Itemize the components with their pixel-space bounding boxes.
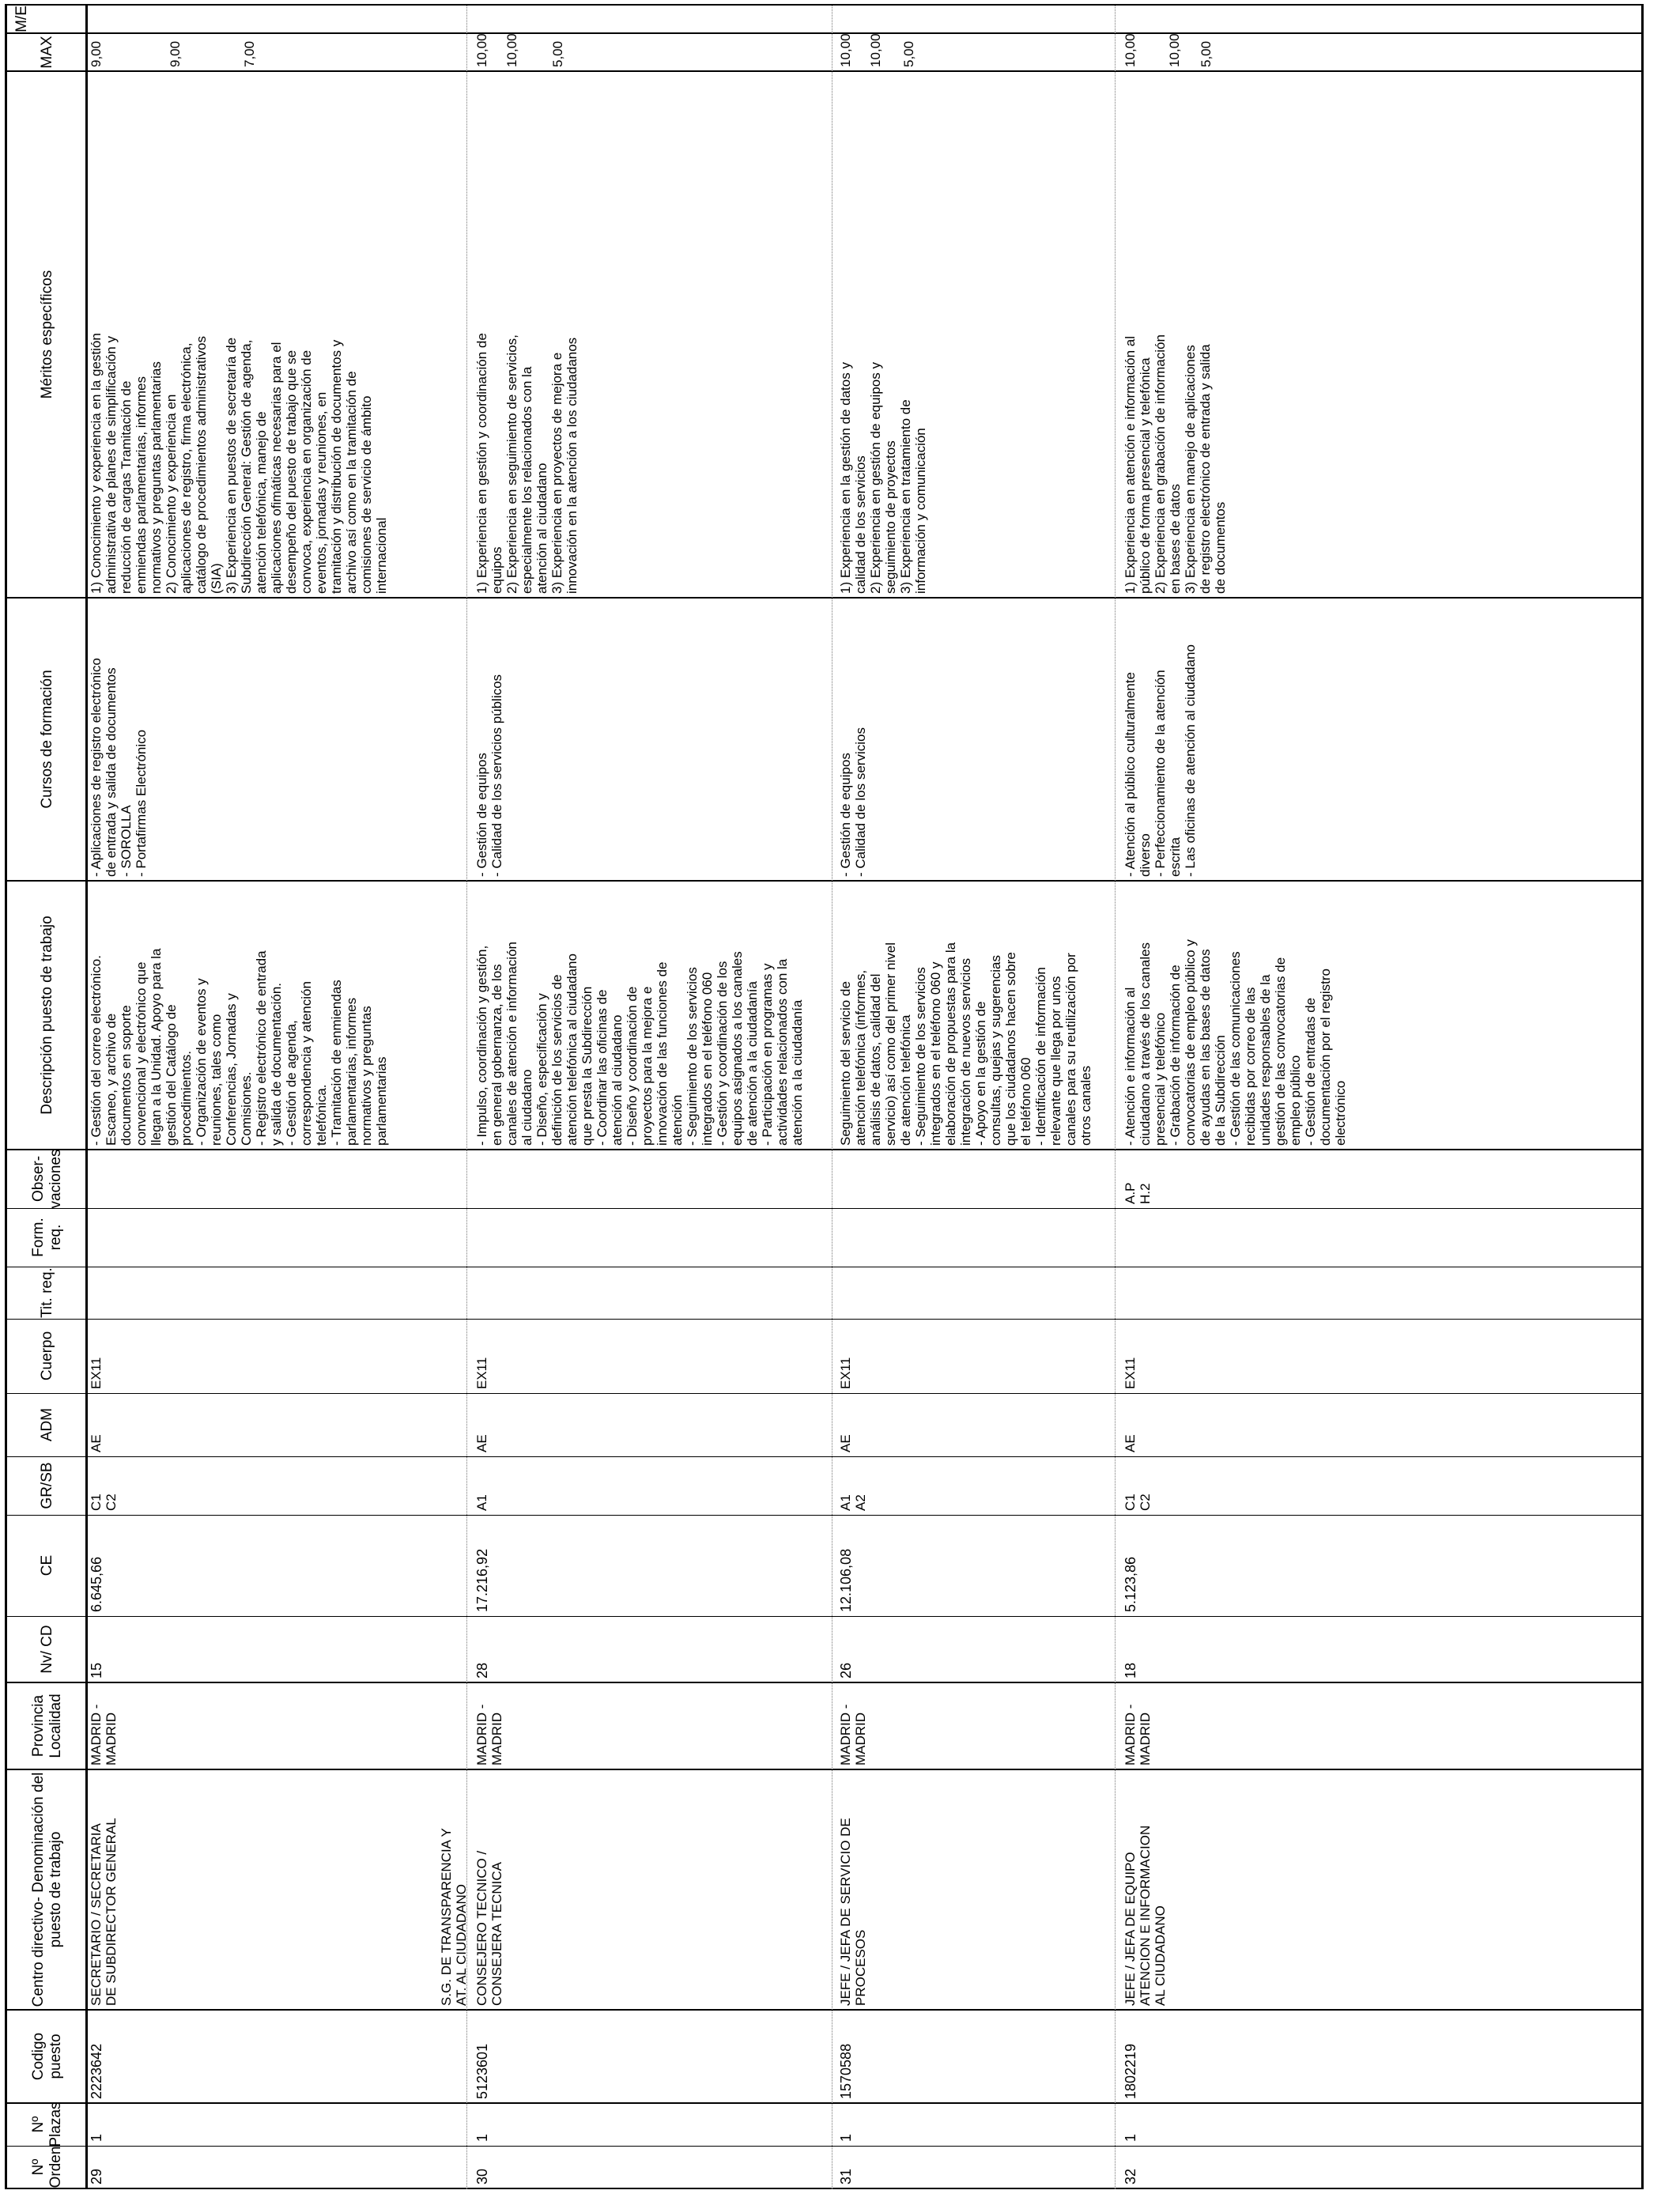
row-32-orden: 32: [1123, 2168, 1138, 2185]
row-32-provincia: MADRID - MADRID: [1123, 1704, 1153, 1765]
header-meritos: Méritos específicos: [39, 270, 55, 399]
row-30-cuerpo: EX11: [474, 1357, 489, 1389]
row-31-max-1: 10,00: [838, 33, 853, 67]
row-30-codigo: 5123601: [474, 2043, 490, 2099]
row-30-orden: 30: [474, 2168, 490, 2185]
row-29-orden: 29: [89, 2168, 104, 2185]
row-separator: [1115, 6, 1116, 2189]
row-31-ce: 12.106,08: [838, 1548, 854, 1612]
row-29-nivel: 15: [89, 1662, 104, 1679]
row-30-max-2: 10,00: [504, 33, 519, 67]
row-30-descripcion: - Impulso, coordinación y gestión, en general gobernanza, de los canales de atención e información al ciudadano - Diseño, especificación y definición de los servicios de atención telefónica al ciudadano que presta la Subdirección - Coordinar las oficinas de atención al ciudadano - Diseño y coordinación de proyectos para la mejora e innovación de las funciones de atención - Seguimiento de los servicios integrados en el teléfono 060 - Gestión y coordinación de los equipos asignados a los canales de atención a la ciudadanía - Participación en programas y actividades relacionados con la atención a la ciudadanía: [474, 942, 805, 1146]
row-32-max-2: 10,00: [1167, 33, 1182, 67]
row-29-max-2: 9,00: [168, 40, 183, 67]
row-separator: [466, 6, 467, 2189]
row-29-meritos: 1) Conocimiento y experiencia en la gestión administrativa de planes de simplificación y reducción de cargas Tramitación de enmiendas parlamentarias, informes normativos y preguntas parlamentarias 2) Conocimiento y experiencia en aplicaciones de registro, firma electrónica, catálogo de procedimientos administrativos (SIA) 3) Experiencia en puestos de secretaría de Subdirección General: Gestión de agenda, atención telefónica, manejo de aplicaciones ofimáticas necesarias para el desempeño del puesto de trabajo que se convoca, experiencia en organización de eventos, jornadas y reuniones, en tramitación y distribución de documentos y archivo así como en la tramitación de comisiones de servicio de ámbito internacional: [89, 333, 389, 594]
row-31-cursos: - Gestión de equipos - Calidad de los servicios: [838, 727, 868, 877]
row-32-cursos: - Atención al público culturalmente diverso - Perfeccionamiento de la atención escrita - Las oficinas de atención al ciudadano: [1123, 644, 1198, 877]
col-divider: [5, 1319, 1644, 1320]
row-30-nivel: 28: [474, 1662, 490, 1679]
header-orden: Nº Orden: [30, 2146, 64, 2188]
row-29-plazas: 1: [89, 2133, 104, 2142]
bottom-border: [1641, 6, 1644, 2189]
row-31-codigo: 1570588: [838, 2043, 854, 2099]
col-divider: [5, 1515, 1644, 1516]
row-29-grupo: C1 C2: [89, 1494, 119, 1511]
row-31-grupo: A1 A2: [838, 1494, 868, 1511]
row-30-plazas: 1: [474, 2133, 490, 2142]
row-32-nivel: 18: [1123, 1662, 1138, 1679]
row-29-max-1: 9,00: [89, 40, 104, 67]
header-ce: CE: [39, 1554, 55, 1577]
row-32-centro: JEFE / JEFA DE EQUIPO ATENCION E INFORMACION AL CIUDADANO: [1123, 1825, 1168, 2006]
row-30-cursos: - Gestión de equipos - Calidad de los servicios públicos: [474, 674, 504, 877]
row-30-adm: AE: [474, 1434, 489, 1452]
section-heading: S.G. DE TRANSPARENCIA Y AT. AL CIUDADANO: [439, 1828, 469, 2006]
col-divider: [5, 1682, 1644, 1683]
header-formacion: Form. req.: [30, 1218, 64, 1257]
row-31-adm: AE: [838, 1434, 853, 1452]
row-31-max-3: 5,00: [901, 40, 916, 67]
header-observaciones: Obser- vaciones: [30, 1149, 64, 1209]
header-provincia: Provincia Localidad: [30, 1694, 64, 1758]
header-cuerpo: Cuerpo: [39, 1331, 55, 1381]
header-bottom-rule: [85, 6, 88, 2189]
col-divider: [5, 70, 1644, 72]
row-30-grupo: A1: [474, 1494, 489, 1511]
header-descripcion: Descripción puesto de trabajo: [39, 916, 55, 1115]
header-me: M/E: [13, 6, 30, 32]
col-divider: [5, 1456, 1644, 1457]
row-31-max-2: 10,00: [868, 33, 883, 67]
row-32-ce: 5.123,86: [1123, 1556, 1138, 1612]
col-divider: [5, 1769, 1644, 1770]
col-divider: [5, 1208, 1644, 1209]
col-divider: [5, 2146, 1644, 2147]
row-31-centro: JEFE / JEFA DE SERVICIO DE PROCESOS: [838, 1818, 868, 2006]
row-32-observaciones: A.P H.2: [1123, 1182, 1153, 1204]
header-titulacion: Tit. req.: [39, 1267, 55, 1318]
header-plazas: Nº Plazas: [30, 2101, 64, 2147]
row-29-max-3: 7,00: [242, 40, 257, 67]
row-29-cuerpo: EX11: [89, 1357, 104, 1389]
row-29-adm: AE: [89, 1434, 104, 1452]
row-31-descripcion: Seguimiento del servicio de atención telefónica (informes, análisis de datos, calidad del servicio) así como del primer nivel de atención telefónica - Seguimiento de los servicios integrados en el teléfono 060 y elaboración de propuestas para la integración de nuevos servicios - Apoyo en la gestión de consultas, quejas y sugerencias que los ciudadanos hacen sobre el teléfono 060 - Identificación de información relevante que llega por unos canales para su reutilización por otros canales: [838, 942, 1093, 1146]
top-border: [5, 6, 7, 2189]
row-32-meritos: 1) Experiencia en atención e información al público de forma presencial y telefónica 2) Experiencia en grabación de información en bases de datos 3) Experiencia en manejo de aplicaciones de registro electrónico de entrada y salida de documentos: [1123, 334, 1228, 594]
col-divider: [5, 2102, 1644, 2104]
row-30-meritos: 1) Experiencia en gestión y coordinación de equipos 2) Experiencia en seguimiento de servicios, especialmente los relacionados con la atención al ciudadano 3) Experiencia en proyectos de mejora e innovación en la atención a los ciudadanos: [474, 333, 580, 594]
row-30-max-3: 5,00: [550, 40, 565, 67]
col-divider: [5, 2009, 1644, 2011]
row-29-ce: 6.645,66: [89, 1556, 104, 1612]
col-divider: [5, 597, 1644, 599]
col-divider: [5, 1616, 1644, 1617]
row-32-adm: AE: [1123, 1434, 1138, 1452]
header-nivel: Nv/ CD: [39, 1625, 55, 1674]
header-max: MAX: [39, 36, 55, 69]
row-31-orden: 31: [838, 2168, 854, 2185]
col-divider: [5, 1393, 1644, 1394]
header-grupo: GR/SB: [39, 1462, 55, 1509]
row-32-descripcion: - Atención e información al ciudadano a través de los canales presencial y telefónico - Grabación de información de convocatorias de empleo público y de ayudas en las bases de datos de la Subdirección - Gestión de las comunicaciones recibidas por correo de las unidades responsables de la gestión de las convocatorias de empleo público - Gestión de entradas de documentación por el registro electrónico: [1123, 939, 1348, 1146]
row-30-max-1: 10,00: [474, 33, 489, 67]
col-divider: [5, 32, 1644, 34]
row-32-grupo: C1 C2: [1123, 1494, 1153, 1511]
row-30-ce: 17.216,92: [474, 1548, 490, 1612]
row-29-provincia: MADRID - MADRID: [89, 1704, 119, 1765]
row-32-codigo: 1802219: [1123, 2043, 1138, 2099]
row-31-meritos: 1) Experiencia en la gestión de datos y calidad de los servicios 2) Experiencia en gestión de equipos y seguimiento de proyectos 3) Experiencia en tratamiento de información y comunicación: [838, 362, 928, 594]
row-32-max-3: 5,00: [1199, 40, 1214, 67]
row-31-nivel: 26: [838, 1662, 854, 1679]
row-30-centro: CONSEJERO TECNICO / CONSEJERA TECNICA: [474, 1850, 504, 2006]
header-codigo: Codigo puesto: [30, 2032, 64, 2081]
row-32-plazas: 1: [1123, 2133, 1138, 2142]
col-divider: [5, 1149, 1644, 1150]
row-29-cursos: - Aplicaciones de registro electrónico de entrada y salida de documentos - SOROLLA - Portafirmas Electrónico: [89, 658, 149, 877]
header-cursos: Cursos de formación: [39, 670, 55, 809]
col-border-right: [5, 4, 1644, 6]
row-29-descripcion: - Gestión del correo electrónico. Escaneo, y archivo de documentos en soporte convencional y electrónico que llegan a la Unidad. Apoyo para la gestión del Catálogo de procedimientos. - Organización de eventos y reuniones, tales como Conferencias, Jornadas y Comisiones. - Registro electrónico de entrada y salida de documentación. - Gestión de agenda, correspondencia y atención telefónica. - Tramitación de enmiendas parlamentarias, informes normativos y preguntas parlamentarias: [89, 948, 389, 1146]
col-border-left: [5, 2188, 1644, 2189]
row-30-provincia: MADRID - MADRID: [474, 1704, 504, 1765]
row-31-cuerpo: EX11: [838, 1357, 853, 1389]
header-adm: ADM: [39, 1407, 55, 1442]
row-31-plazas: 1: [838, 2133, 854, 2142]
row-29-centro: SECRETARIO / SECRETARIA DE SUBDIRECTOR GENERAL: [89, 1818, 119, 2006]
row-29-codigo: 2223642: [89, 2043, 104, 2099]
row-31-provincia: MADRID - MADRID: [838, 1704, 868, 1765]
header-centro: Centro directivo- Denominación del puesto de trabajo: [30, 1772, 64, 2007]
row-32-cuerpo: EX11: [1123, 1357, 1138, 1389]
col-divider: [5, 880, 1644, 882]
row-32-max-1: 10,00: [1123, 33, 1138, 67]
